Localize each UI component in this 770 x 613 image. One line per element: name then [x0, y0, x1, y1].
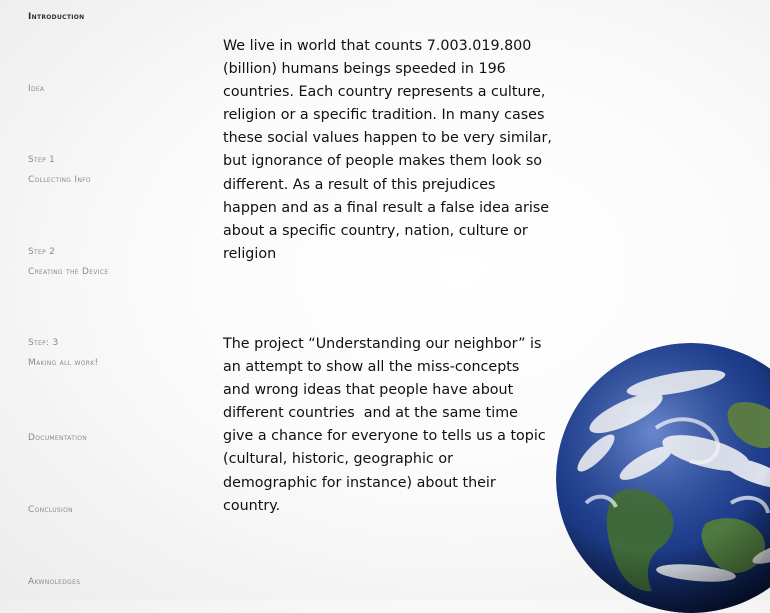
text-line: about a specific country, nation, culture or	[223, 222, 528, 239]
nav-item-step-2[interactable]	[28, 242, 108, 282]
nav-item-label: Idea	[28, 84, 45, 94]
sidebar-nav	[0, 0, 210, 600]
text-line: The project “Understanding our neighbor” is	[223, 336, 542, 352]
project-paragraph	[223, 333, 573, 518]
text-line: give a chance for everyone to tells us a topic	[223, 428, 546, 445]
nav-item-label: Conclusion	[28, 505, 73, 515]
text-line: (cultural, historic, geographic or	[223, 451, 453, 468]
text-line: these social values happen to be very similar,	[223, 130, 552, 147]
text-line: religion	[223, 245, 277, 262]
text-line: country.	[223, 497, 281, 514]
nav-item-label: Documentation	[28, 433, 88, 443]
text-line: and wrong ideas that people have about	[223, 382, 514, 399]
nav-item-label: Creating the Device	[28, 267, 109, 277]
text-line: different countries and at the same time	[223, 405, 518, 422]
nav-item-label: Akwnoledges	[28, 577, 81, 587]
nav-item-step-label: Step 1	[28, 155, 56, 165]
nav-item-step-label: Step: 3	[28, 338, 59, 348]
earth-globe-icon	[556, 343, 770, 613]
nav-item-step-label: Step 2	[28, 247, 56, 257]
text-line: happen and as a final result a false idea arise	[223, 199, 550, 216]
intro-paragraph	[223, 35, 573, 266]
nav-item-label: Introduction	[28, 12, 85, 22]
nav-item-documentation[interactable]	[28, 428, 87, 448]
nav-item-introduction[interactable]	[28, 7, 85, 27]
nav-item-akwnoledges[interactable]	[28, 572, 80, 592]
text-line: but ignorance of people makes them look so	[223, 153, 543, 170]
text-line: an attempt to show all the miss-concepts	[223, 359, 520, 376]
text-line: We live in world that counts 7.003.019.800	[223, 38, 532, 54]
nav-item-conclusion[interactable]	[28, 500, 73, 520]
text-line: countries. Each country represents a culture,	[223, 84, 546, 101]
nav-item-label: Making all work!	[28, 358, 99, 368]
nav-item-idea[interactable]	[28, 79, 44, 99]
text-line: demographic for instance) about their	[223, 474, 496, 491]
text-line: religion or a specific tradition. In many cases	[223, 107, 545, 124]
text-line: (billion) humans beings speeded in 196	[223, 61, 506, 78]
text-line: different. As a result of this prejudices	[223, 176, 496, 193]
nav-item-label: Collecting Info	[28, 175, 91, 185]
nav-item-step-3[interactable]	[28, 333, 98, 373]
nav-item-step-1[interactable]	[28, 150, 91, 190]
